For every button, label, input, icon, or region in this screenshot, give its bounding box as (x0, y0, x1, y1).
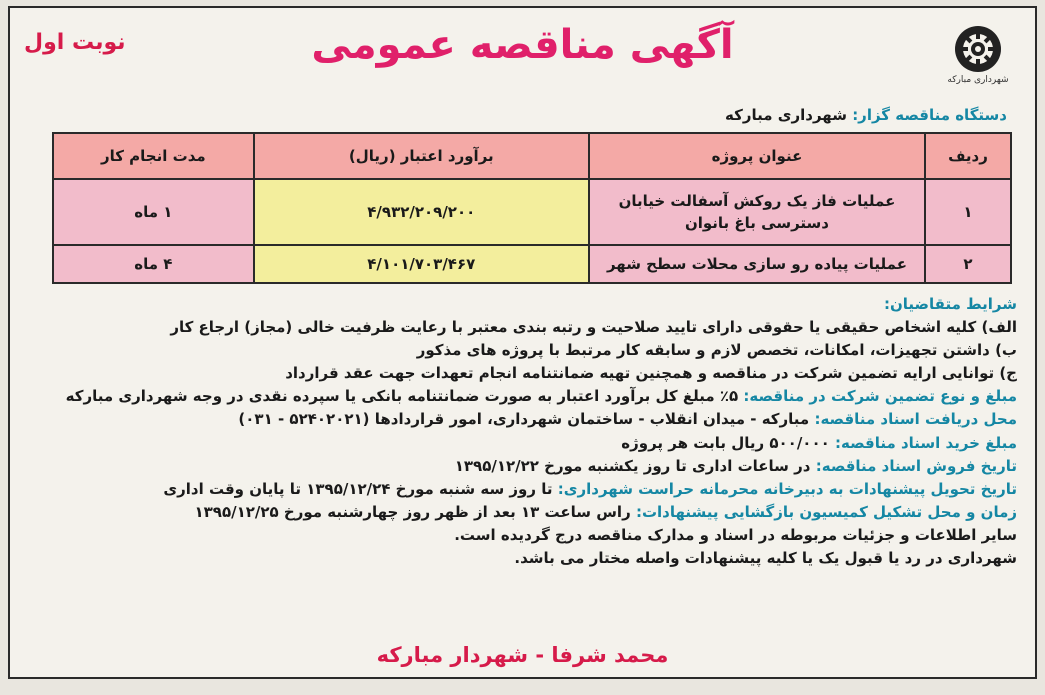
conditions-heading: شرایط متقاضیان: (883, 295, 1017, 313)
row-budget: ۴/۹۳۲/۲۰۹/۲۰۰ (254, 179, 589, 245)
row-title: عملیات پیاده رو سازی محلات سطح شهر (589, 245, 925, 283)
round-label: نوبت اول (24, 30, 126, 55)
row-title (589, 179, 925, 245)
table-row (53, 245, 1011, 283)
note-line: شهرداری در رد یا قبول یک یا کلیه پیشنهادات واصله مختار می باشد. (514, 549, 1017, 568)
row-title-line: عملیات فاز یک روکش آسفالت خیابان (618, 192, 896, 210)
header-duration: مدت انجام کار (53, 133, 254, 179)
condition-a: الف) کلیه اشخاص حقیقی یا حقوقی دارای تایید صلاحیت و رتبه بندی معتبر با رعایت ظرفیت خالی (مجاز) ارجاع کار (170, 318, 1017, 337)
issuer-label: دستگاه مناقصه گزار: (852, 106, 1007, 124)
header-budget: برآورد اعتبار (ریال) (254, 133, 589, 179)
issuer-value: شهرداری مبارکه (725, 106, 847, 124)
detail-document-location: محل دریافت اسناد مناقصه: مبارکه - میدان انقلاب - ساختمان شهرداری، امور قراردادها (۵۲۴۰۲۰۲۱ - ۰۳۱) (238, 410, 1017, 429)
table-row (53, 179, 1011, 245)
condition-b: ب) داشتن تجهیزات، امکانات، تخصص لازم و سابقه کار مرتبط با پروژه های مذکور (416, 341, 1017, 360)
projects-table (52, 132, 1012, 284)
row-title-line: دسترسی باغ بانوان (684, 214, 829, 232)
header-index: ردیف (925, 133, 1011, 179)
row-index: ۲ (925, 245, 1011, 283)
logo-caption: شهرداری مبارکه (947, 75, 1009, 85)
detail-guarantee: مبلغ و نوع تضمین شرکت در مناقصه: ۵٪ مبلغ کل برآورد اعتبار به صورت ضمانتنامه بانکی یا سپرده نقدی در وجه شهرداری مبارکه (65, 387, 1017, 406)
notice-body (27, 293, 1017, 570)
row-budget: ۴/۱۰۱/۷۰۳/۴۶۷ (254, 245, 589, 283)
signature: محمد شرفا - شهردار مبارکه (376, 643, 669, 667)
detail-document-price: مبلغ خرید اسناد مناقصه: ۵۰۰/۰۰۰ ریال بابت هر پروژه (621, 433, 1017, 452)
table-header-row (53, 133, 1011, 179)
notice-title: آگهی مناقصه عمومی (311, 22, 734, 68)
tender-notice (8, 6, 1037, 679)
condition-c: ج) توانایی ارایه تضمین شرکت در مناقصه و همچنین تهیه ضمانتنامه انجام تعهدات جهت عقد قرارداد (285, 364, 1017, 383)
row-duration: ۱ ماه (53, 179, 254, 245)
notice-header (10, 8, 1035, 100)
detail-delivery-date: تاریخ تحویل پیشنهادات به دبیرخانه محرمانه حراست شهرداری: تا روز سه شنبه مورخ ۱۳۹۵/۱۲/۲۴ تا پایان وقت اداری (163, 479, 1017, 498)
detail-sale-date: تاریخ فروش اسناد مناقصه: در ساعات اداری تا روز یکشنبه مورخ ۱۳۹۵/۱۲/۲۲ (454, 456, 1017, 475)
row-duration: ۴ ماه (53, 245, 254, 283)
note-line: سایر اطلاعات و جزئیات مربوطه در اسناد و مدارک مناقصه درج گردیده است. (454, 525, 1017, 544)
issuer-line (725, 106, 1007, 124)
emblem-icon (953, 24, 1003, 74)
row-index: ۱ (925, 179, 1011, 245)
detail-opening-session: زمان و محل تشکیل کمیسیون بازگشایی پیشنهادات: راس ساعت ۱۳ بعد از ظهر روز چهارشنبه مورخ ۱۳۹۵/۱۲/۲۵ (194, 502, 1017, 521)
header-title: عنوان پروژه (589, 133, 925, 179)
municipality-logo (943, 24, 1013, 85)
